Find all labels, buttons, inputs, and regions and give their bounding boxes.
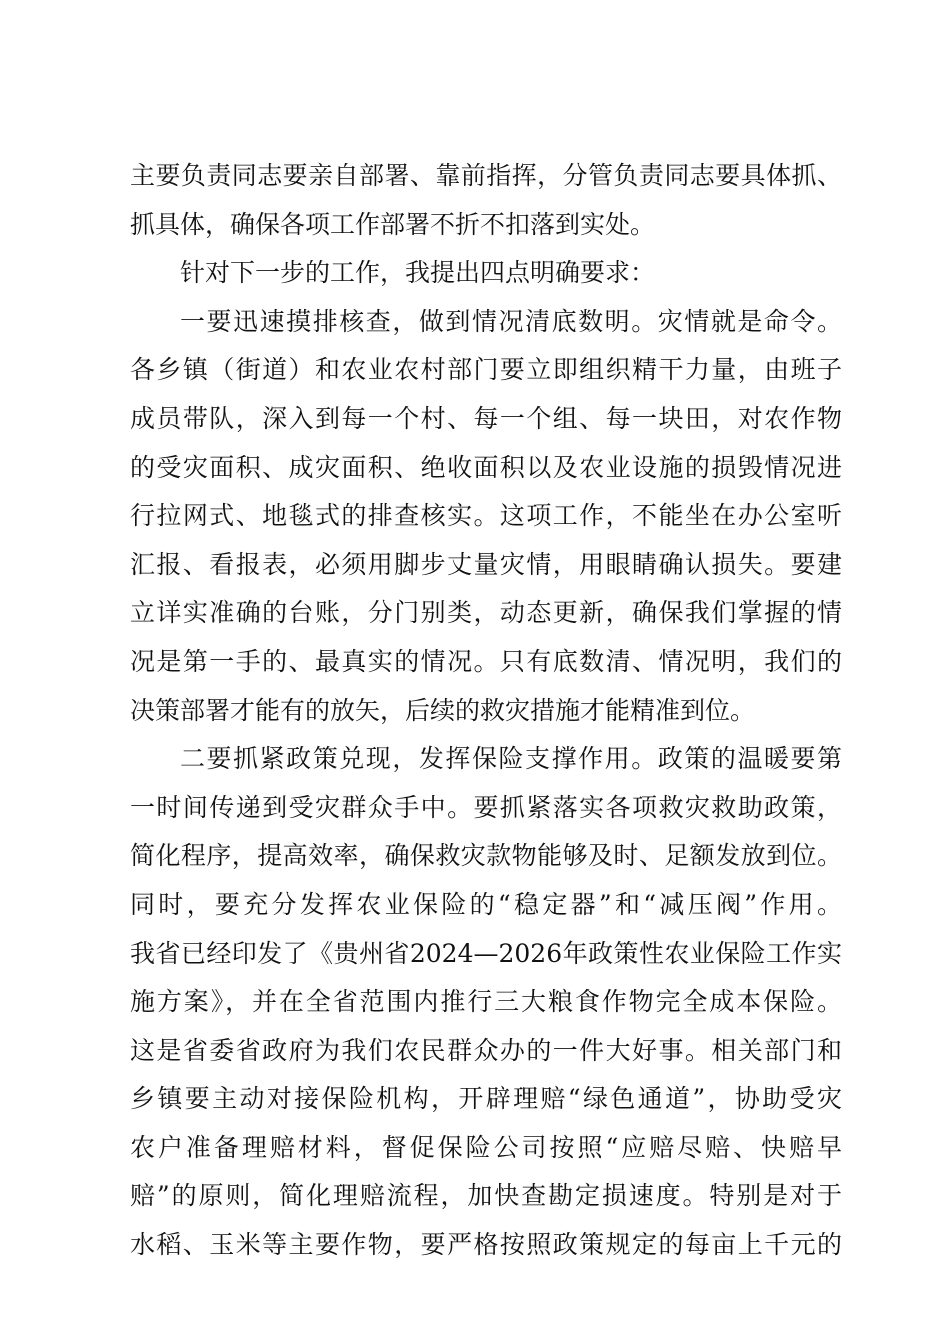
paragraph-2 [130,249,842,298]
text-line: 水稻、玉米等主要作物，要严格按照政策规定的每亩上千元的 [130,1230,842,1260]
paragraph-3 [130,298,842,735]
text-line: 汇报、看报表，必须用脚步丈量灾情，用眼睛确认损失。要建 [130,549,842,579]
text-line: 乡镇要主动对接保险机构，开辟理赔“绿色通道”，协助受灾 [130,1084,842,1114]
text-line: 农户准备理赔材料，督促保险公司按照“应赔尽赔、快赔早 [130,1132,842,1162]
text-line: 施方案》，并在全省范围内推行三大粮食作物完全成本保险。 [130,987,842,1017]
document-page [130,152,842,1270]
text-line: 这是省委省政府为我们农民群众办的一件大好事。相关部门和 [130,1035,842,1065]
paragraph-1 [130,152,842,249]
text-line: 二要抓紧政策兑现，发挥保险支撑作用。政策的温暖要第 [180,744,842,774]
text-line: 决策部署才能有的放矢，后续的救灾措施才能精准到位。 [130,695,756,725]
text-line: 的受灾面积、成灾面积、绝收面积以及农业设施的损毁情况进 [130,452,842,482]
text-line: 一要迅速摸排核查，做到情况清底数明。灾情就是命令。 [180,306,842,336]
text-line: 主要负责同志要亲自部署、靠前指挥，分管负责同志要具体抓、 [130,161,842,190]
text-line: 赔”的原则，简化理赔流程，加快查勘定损速度。特别是对于 [130,1181,842,1211]
text-line: 成员带队，深入到每一个村、每一个组、每一块田，对农作物 [130,403,842,433]
text-line: 行拉网式、地毯式的排查核实。这项工作，不能坐在办公室听 [130,501,842,531]
text-line: 立详实准确的台账，分门别类，动态更新，确保我们掌握的情 [130,598,842,628]
text-line: 各乡镇（街道）和农业农村部门要立即组织精干力量，由班子 [130,355,842,385]
text-line: 简化程序，提高效率，确保救灾款物能够及时、足额发放到位。 [130,841,842,871]
text-line: 况是第一手的、最真实的情况。只有底数清、情况明，我们的 [130,646,842,676]
paragraph-4 [130,735,842,1270]
text-line: 我省已经印发了《贵州省2024—2026年政策性农业保险工作实 [130,938,842,968]
text-line: 同时，要充分发挥农业保险的“稳定器”和“减压阀”作用。 [130,889,842,919]
text-line: 针对下一步的工作，我提出四点明确要求： [180,258,656,288]
text-line: 一时间传递到受灾群众手中。要抓紧落实各项救灾救助政策， [130,792,842,822]
text-line: 抓具体，确保各项工作部署不折不扣落到实处。 [130,209,656,239]
